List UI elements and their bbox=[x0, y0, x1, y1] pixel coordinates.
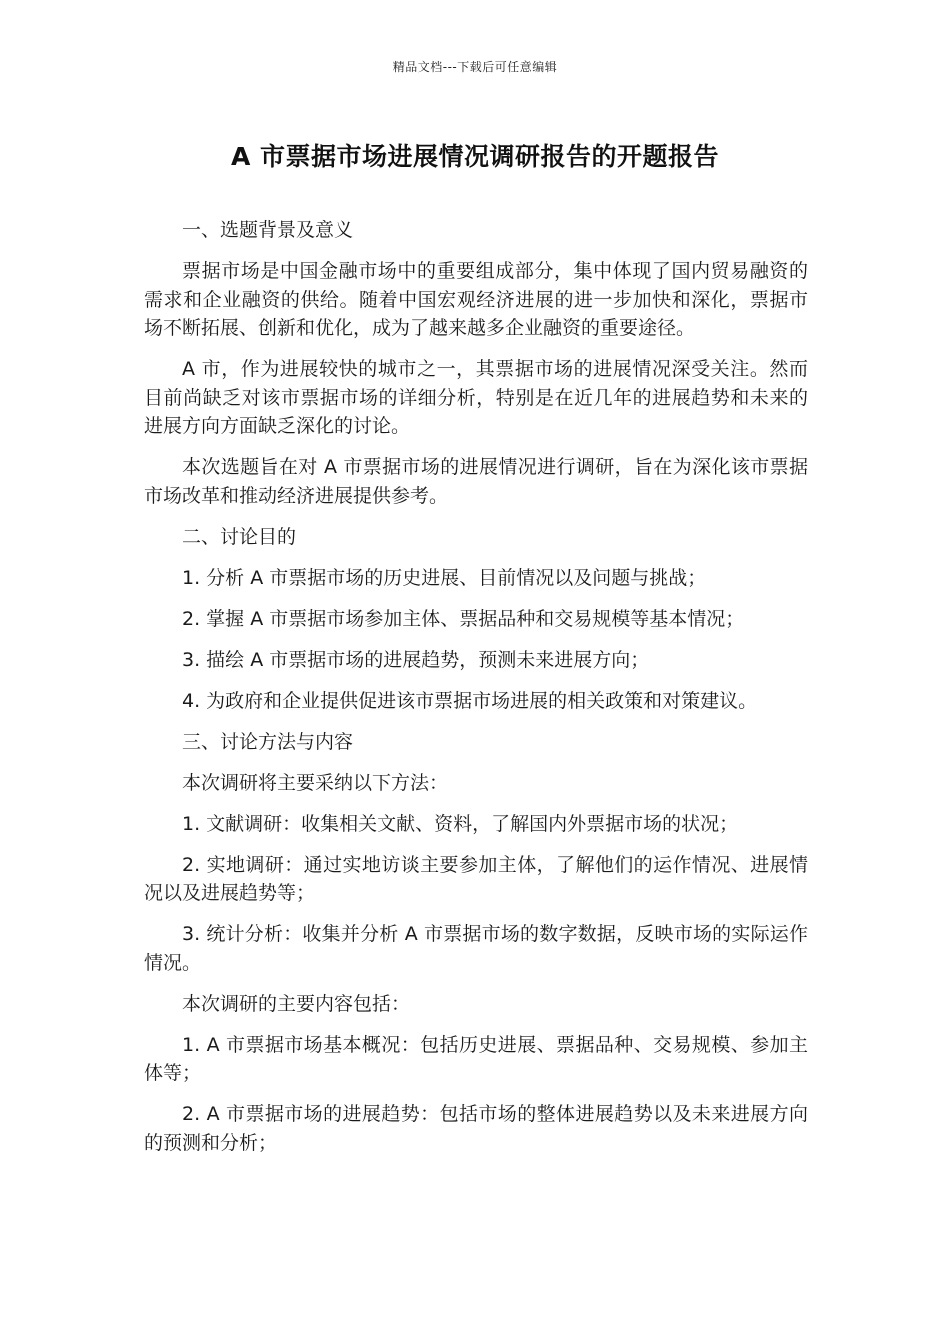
list-item: 4. 为政府和企业提供促进该市票据市场进展的相关政策和对策建议。 bbox=[182, 689, 758, 712]
list-item: 2. 掌握 A 市票据市场参加主体、票据品种和交易规模等基本情况； bbox=[182, 607, 745, 630]
list-item: 2. 实地调研：通过实地访谈主要参加主体，了解他们的运作情况、进展情况以及进展趋势等； bbox=[144, 853, 808, 904]
list-item: 1. 分析 A 市票据市场的历史进展、目前情况以及问题与挑战； bbox=[182, 566, 707, 589]
section-heading-purpose: 二、讨论目的 bbox=[182, 525, 297, 548]
header-note: 精品文档---下载后可任意编辑 bbox=[392, 60, 558, 74]
section-heading-methods: 三、讨论方法与内容 bbox=[182, 730, 354, 753]
paragraph: 票据市场是中国金融市场中的重要组成部分，集中体现了国内贸易融资的需求和企业融资的供给。随着中国宏观经济进展的进一步加快和深化，票据市场不断拓展、创新和优化，成为了越来越多企业融资的重要途径。 bbox=[144, 260, 808, 339]
list-item: 1. A 市票据市场基本概况：包括历史进展、票据品种、交易规模、参加主体等； bbox=[144, 1033, 808, 1084]
document-title: A 市票据市场进展情况调研报告的开题报告 bbox=[230, 142, 720, 171]
paragraph: 本次调研将主要采纳以下方法： bbox=[182, 771, 449, 794]
paragraph: A 市，作为进展较快的城市之一，其票据市场的进展情况深受关注。然而目前尚缺乏对该市票据市场的详细分析，特别是在近几年的进展趋势和未来的进展方向方面缺乏深化的讨论。 bbox=[144, 358, 808, 437]
section-heading-background: 一、选题背景及意义 bbox=[182, 219, 354, 241]
list-item: 3. 描绘 A 市票据市场的进展趋势，预测未来进展方向； bbox=[182, 648, 650, 671]
list-item: 2. A 市票据市场的进展趋势：包括市场的整体进展趋势以及未来进展方向的预测和分析； bbox=[144, 1103, 808, 1154]
paragraph: 本次选题旨在对 A 市票据市场的进展情况进行调研，旨在为深化该市票据市场改革和推动经济进展提供参考。 bbox=[144, 456, 808, 507]
document-body bbox=[144, 216, 808, 1170]
paragraph: 本次调研的主要内容包括： bbox=[182, 992, 411, 1015]
list-item: 1. 文献调研：收集相关文献、资料，了解国内外票据市场的状况； bbox=[182, 812, 739, 835]
list-item: 3. 统计分析：收集并分析 A 市票据市场的数字数据，反映市场的实际运作情况。 bbox=[144, 923, 808, 974]
